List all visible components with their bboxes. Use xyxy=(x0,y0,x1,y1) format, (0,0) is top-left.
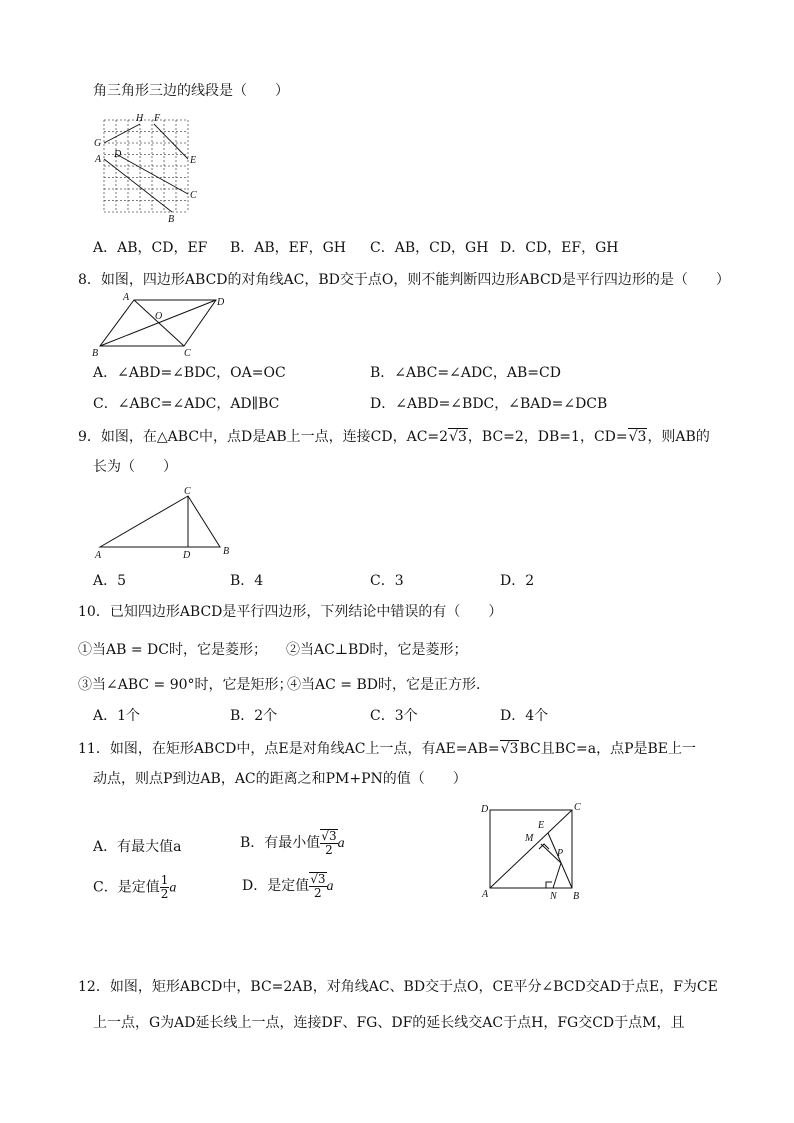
label-d: D xyxy=(183,550,191,560)
label-c: C xyxy=(574,802,581,813)
q7-option-b[interactable]: B．AB，EF，GH xyxy=(230,240,347,256)
q11-stem-line2: 动点，则点P到边AB，AC的距离之和PM+PN的值（ ） xyxy=(93,771,467,787)
q8-option-a[interactable]: A．∠ABD=∠BDC，OA=OC xyxy=(93,365,286,381)
label-d: D xyxy=(481,804,489,815)
label-f: F xyxy=(154,113,161,124)
label-a: A xyxy=(482,889,489,900)
q9-option-d[interactable]: D．2 xyxy=(500,573,535,589)
label-e: E xyxy=(190,155,197,166)
q11-rectangle-figure xyxy=(478,800,588,902)
label-e: E xyxy=(538,820,545,831)
label-d: D xyxy=(217,297,225,308)
q10-conclusion-1: ①当AB = DC时，它是菱形； xyxy=(78,642,267,658)
q8-option-d[interactable]: D．∠ABD=∠BDC，∠BAD=∠DCB xyxy=(370,396,608,412)
q12-stem-line2: 上一点，G为AD延长线上一点，连接DF、FG、DF的延长线交AC于点H，FG交CD于点M，且 xyxy=(93,1015,685,1031)
label-o: O xyxy=(155,311,163,322)
q10-conclusion-3: ③当∠ABC = 90°时，它是矩形； xyxy=(78,677,293,693)
q9-triangle-figure xyxy=(90,484,240,560)
q7-option-a[interactable]: A．AB，CD，EF xyxy=(93,240,208,256)
q10-option-b[interactable]: B．2个 xyxy=(230,708,278,724)
label-h: H xyxy=(136,113,144,124)
label-c: C xyxy=(184,348,191,358)
label-a: A xyxy=(123,292,130,303)
q12-stem-line1: 12．如图，矩形ABCD中，BC=2AB，对角线AC、BD交于点O，CE平分∠BCD交AD于点E，F为CE xyxy=(78,979,718,995)
label-b: B xyxy=(168,214,175,224)
segment-gh xyxy=(104,124,140,143)
q10-option-d[interactable]: D．4个 xyxy=(500,708,549,724)
q8-parallelogram-figure xyxy=(86,292,236,358)
q8-option-c[interactable]: C．∠ABC=∠ADC，AD∥BC xyxy=(93,396,280,412)
q10-option-c[interactable]: C．3个 xyxy=(370,708,418,724)
label-p: P xyxy=(557,848,564,859)
q11-option-c[interactable]: C．是定值 $\frac{1}{2}$ a xyxy=(93,873,177,901)
q8-option-b[interactable]: B．∠ABC=∠ADC，AB=CD xyxy=(370,365,561,381)
label-b: B xyxy=(92,348,99,358)
q7-option-d[interactable]: D．CD，EF，GH xyxy=(500,240,619,256)
q11-option-b[interactable]: B．有最小值 $\frac{√3}{2}$ a xyxy=(240,829,345,857)
q9-stem-line1: 9．如图，在△ABC中，点D是AB上一点，连接CD，AC=2√3，BC=2，DB=1，CD=√3，则AB的 xyxy=(78,429,710,445)
q11-option-a[interactable]: A．有最大值a xyxy=(93,839,182,855)
label-c: C xyxy=(184,486,191,497)
q7-grid-figure xyxy=(92,112,204,224)
label-d: D xyxy=(114,149,122,160)
q9-option-b[interactable]: B．4 xyxy=(230,573,264,589)
q10-stem: 10．已知四边形ABCD是平行四边形，下列结论中错误的有（ ） xyxy=(78,604,503,620)
q7-option-c[interactable]: C．AB，CD，GH xyxy=(370,240,489,256)
q10-conclusion-2: ②当AC⊥BD时，它是菱形； xyxy=(286,642,468,658)
q10-option-a[interactable]: A．1个 xyxy=(93,708,141,724)
q9-option-c[interactable]: C．3 xyxy=(370,573,404,589)
label-a: A xyxy=(95,550,102,560)
q11-option-d[interactable]: D．是定值 $\frac{√3}{2}$ a xyxy=(242,872,334,900)
q11-stem-line1: 11．如图，在矩形ABCD中，点E是对角线AC上一点，有AE=AB=√3BC且BC=a，点P是BE上一 xyxy=(78,741,696,757)
segment-ab xyxy=(104,159,172,212)
q7-stem-tail: 角三角形三边的线段是（ ） xyxy=(93,83,289,99)
label-n: N xyxy=(550,891,557,902)
label-c: C xyxy=(190,190,197,201)
q10-conclusion-4: ④当AC = BD时，它是正方形． xyxy=(287,677,490,693)
q8-stem: 8．如图，四边形ABCD的对角线AC，BD交于点O，则不能判断四边形ABCD是平行四边形的是（ ） xyxy=(78,272,730,288)
label-b: B xyxy=(573,891,580,902)
q9-stem-line2: 长为（ ） xyxy=(93,459,177,475)
segment-fe xyxy=(154,124,188,159)
q9-option-a[interactable]: A．5 xyxy=(93,573,127,589)
label-m: M xyxy=(525,833,534,844)
label-a: A xyxy=(95,154,102,165)
label-b: B xyxy=(223,546,230,557)
label-g: G xyxy=(94,138,102,149)
